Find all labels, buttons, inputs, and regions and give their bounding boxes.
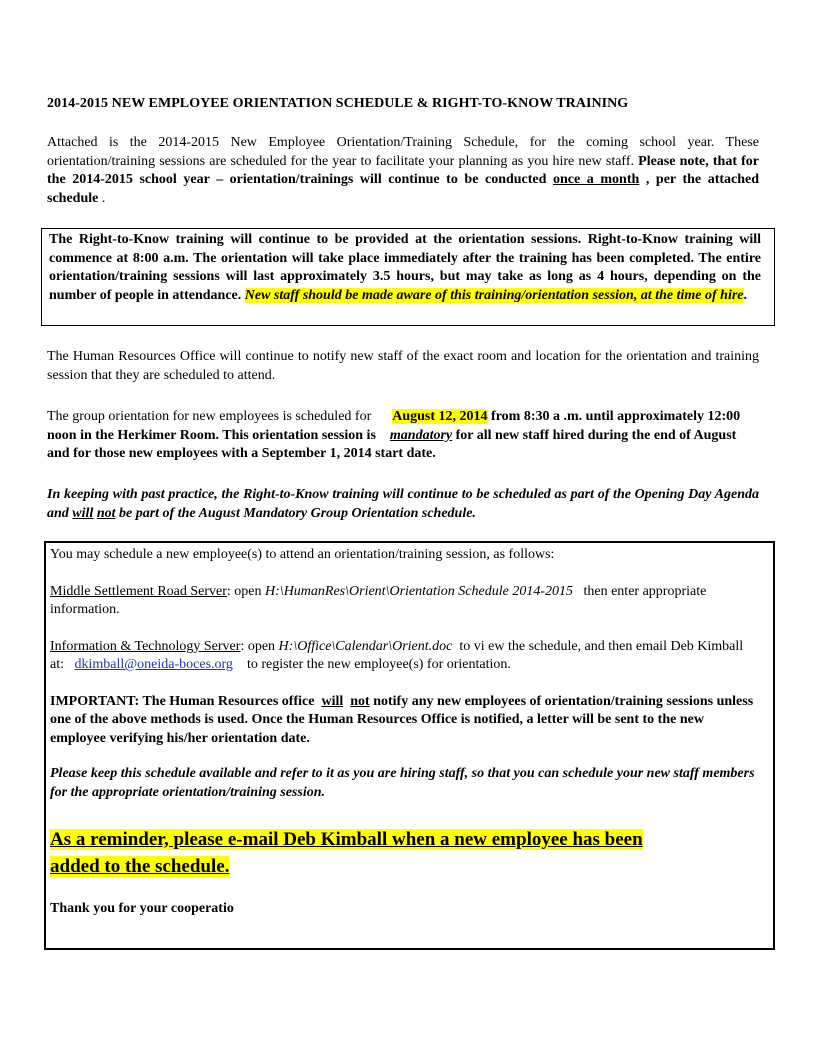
server2-after: to vi ew the schedule, and then email Deb Kimball at: [50, 638, 744, 672]
reminder-paragraph [50, 826, 762, 880]
scheduling-box-content [50, 546, 762, 919]
page-title: 2014-2015 NEW EMPLOYEE ORIENTATION SCHEDULE & RIGHT-TO-KNOW TRAINING [47, 96, 629, 111]
schedule-intro: You may schedule a new employee(s) to attend an orientation/training session, as follows: [50, 547, 555, 562]
intro-period: . [101, 190, 106, 206]
server1-after: then enter appropriate information. [50, 583, 707, 617]
intro-text: Attached is the 2014-2015 New Employee Orientation/Training Schedule, for the coming school year. These orientation/training sessions are scheduled for the year to facilitate your planning as you hire new staff. [47, 135, 759, 169]
intro-paragraph [47, 134, 759, 208]
rtk-highlight: New staff should be made aware of this training/orientation session, at the time of hire [244, 287, 744, 303]
right-to-know-box [41, 228, 775, 326]
intro-bold-end: , per the attached schedule [47, 172, 760, 206]
server1-open: : open [226, 583, 262, 599]
server2-label: Information & Technology Server [50, 638, 241, 654]
important-paragraph [50, 693, 762, 749]
keep-schedule-paragraph: Please keep this schedule available and refer to it as you are hiring staff, so that you can schedule your new staff members for the appropriate orientation/training session. [50, 766, 755, 800]
server2-open: : open [240, 638, 276, 654]
server1-paragraph [50, 583, 762, 620]
email-link[interactable]: dkimball@oneida-boces.org [74, 657, 233, 672]
server1-path: H:\HumanRes\Orient\Orientation Schedule 2014-2015 [265, 583, 573, 599]
group-end: for all new staff hired during the end of August and for those new employees with a September 1, 2014 start date. [47, 427, 737, 461]
reminder-line1: As a reminder, please e-mail Deb Kimball when a new employee has been [50, 829, 643, 850]
important-pre: IMPORTANT: The Human Resources office [50, 693, 315, 709]
rtk-period: . [743, 287, 747, 303]
important-will: will [321, 693, 344, 709]
mandatory-word: mandatory [389, 427, 453, 443]
keep-will: will [72, 505, 94, 521]
hr-notice-paragraph: The Human Resources Office will continue to notify new staff of the exact room and location for the orientation and training session that they are scheduled to attend. [47, 349, 759, 383]
server2-path: H:\Office\Calendar\Orient.doc [278, 638, 453, 654]
intro-bold-note: Please note, that for the 2014-2015 school year – orientation/trainings will continue to be conducted [47, 153, 760, 187]
group-pre: The group orientation for new employees is scheduled for [47, 409, 372, 424]
server2-after-email: to register the new employee(s) for orientation. [246, 657, 511, 672]
group-orientation-paragraph [47, 408, 759, 464]
reminder-line2: added to the schedule. [50, 856, 230, 877]
important-end: notify any new employees of orientation/training sessions unless one of the above methods is used. Once the Human Resources Office is notified, a letter will be sent to the new employee verifying his/her orientation date. [50, 693, 754, 746]
group-mid: from 8:30 a .m. until approximately 12:00 noon in the Herkimer Room. This orientation session is [47, 409, 741, 443]
orientation-date: August 12, 2014 [392, 409, 488, 424]
rtk-text: The Right-to-Know training will continue to be provided at the orientation sessions. Right-to-Know training will commence at 8:00 a.m. The orientation will take place immediately after the training has been completed. The entire orientation/training sessions will last approximately 3.5 hours, but may take as long as 4 hours, depending on the number of people in attendance. [49, 232, 761, 303]
server2-paragraph [50, 638, 762, 675]
keep-pre: In keeping with past practice, the Right-to-Know training will continue to be scheduled as part of the Opening Day Agenda and [47, 487, 759, 521]
keep-end: be part of the August Mandatory Group Orientation schedule. [119, 505, 476, 521]
thanks-line: Thank you for your cooperatio [50, 901, 234, 916]
right-to-know-paragraph [49, 231, 761, 305]
intro-once-a-month: once a month [553, 172, 640, 187]
server1-label: Middle Settlement Road Server [50, 583, 227, 599]
important-not: not [350, 693, 370, 709]
past-practice-paragraph [47, 486, 759, 523]
scheduling-box [44, 541, 775, 950]
keep-not: not [96, 505, 116, 521]
